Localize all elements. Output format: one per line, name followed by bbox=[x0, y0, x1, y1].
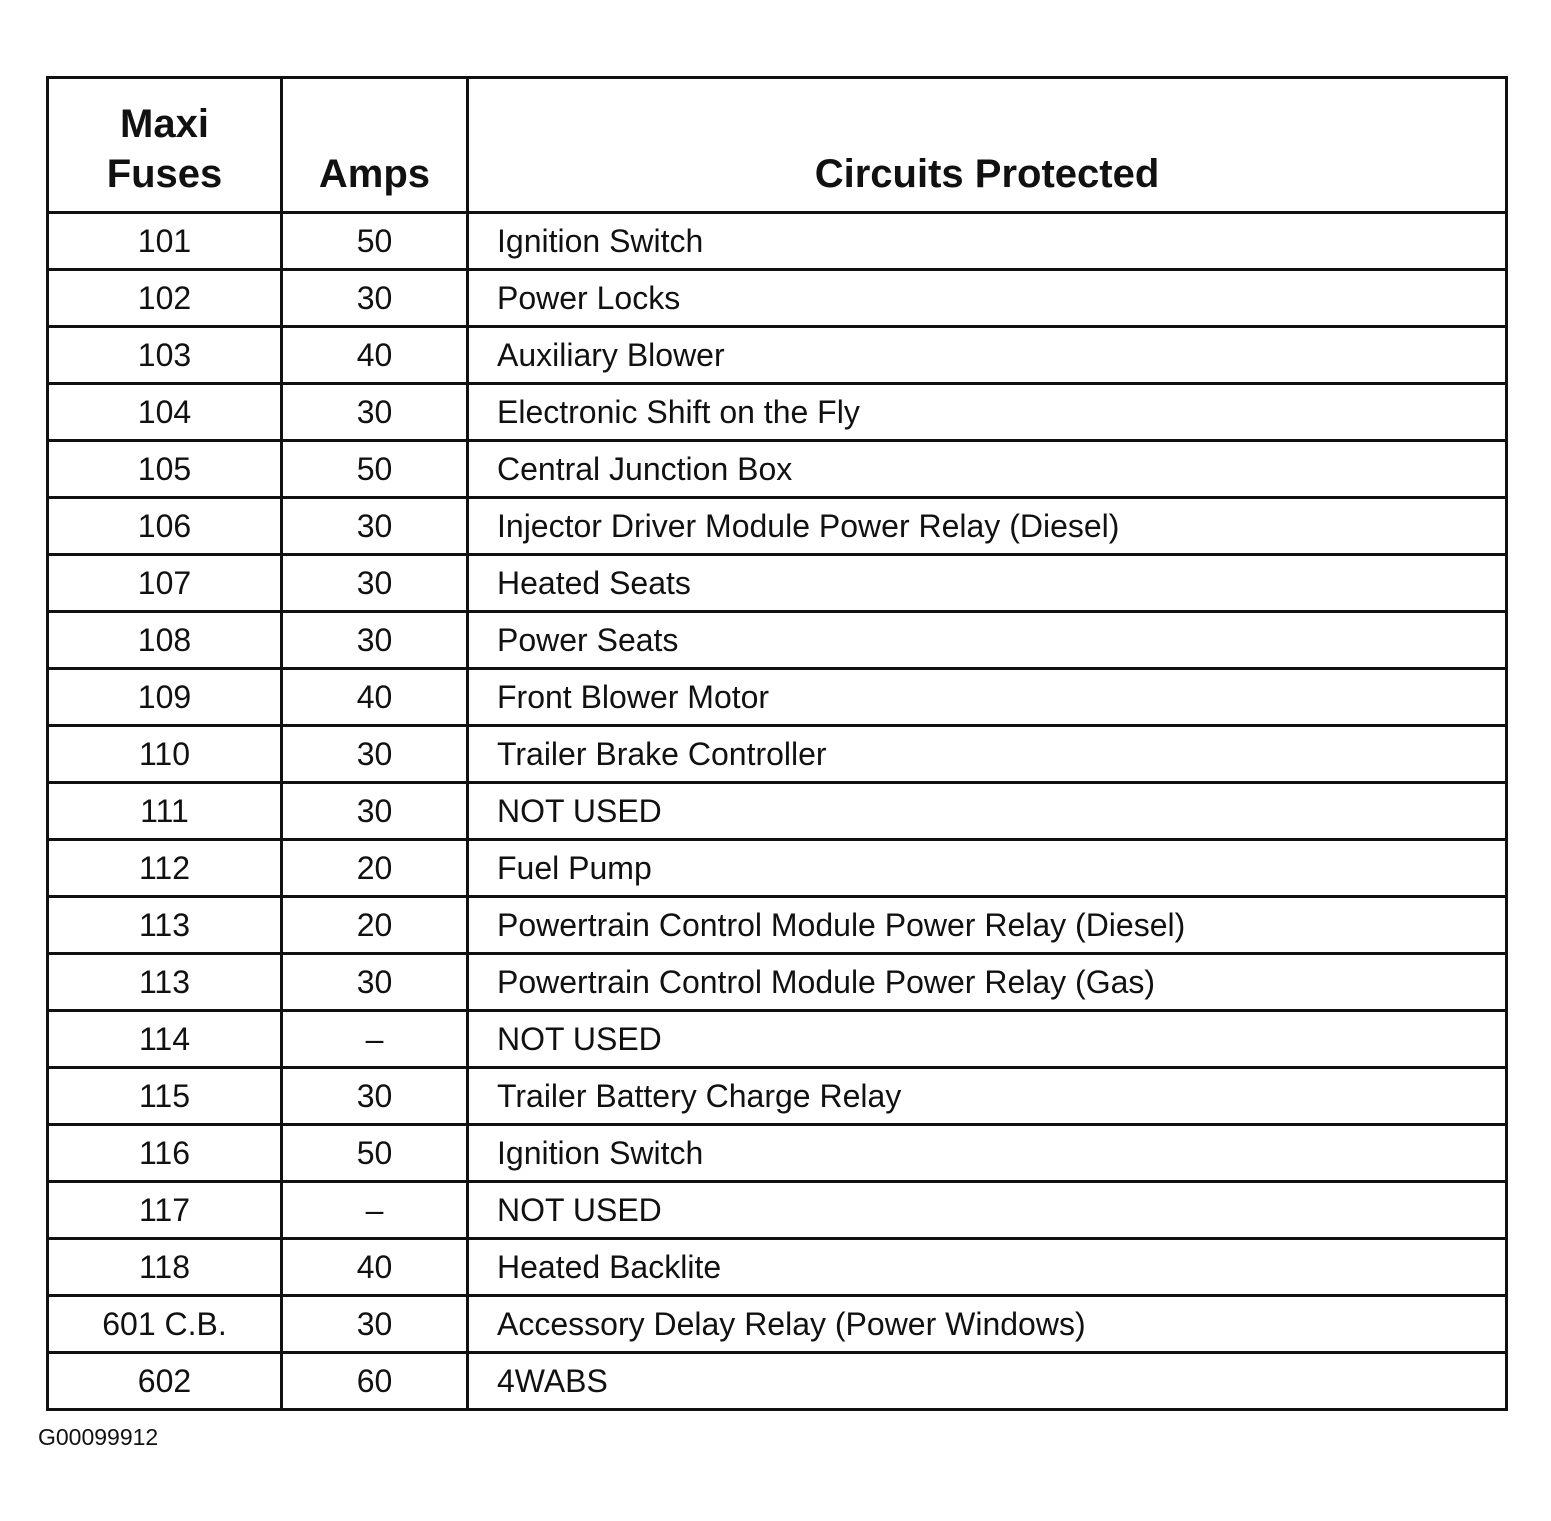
table-header bbox=[48, 78, 1507, 213]
fuse-number-cell: 115 bbox=[48, 1068, 282, 1125]
amps-cell: 20 bbox=[282, 840, 468, 897]
table-row bbox=[48, 327, 1507, 384]
circuit-cell: Auxiliary Blower bbox=[468, 327, 1507, 384]
circuit-cell: Ignition Switch bbox=[468, 213, 1507, 270]
amps-cell: 60 bbox=[282, 1353, 468, 1410]
table-row bbox=[48, 213, 1507, 270]
table-row bbox=[48, 1296, 1507, 1353]
amps-cell: 30 bbox=[282, 612, 468, 669]
figure-id: G00099912 bbox=[38, 1424, 159, 1450]
fuse-number-cell: 112 bbox=[48, 840, 282, 897]
table-row bbox=[48, 441, 1507, 498]
circuit-cell: Powertrain Control Module Power Relay (Gas) bbox=[468, 954, 1507, 1011]
circuit-cell: NOT USED bbox=[468, 1182, 1507, 1239]
table-row bbox=[48, 1011, 1507, 1068]
circuit-cell: Trailer Brake Controller bbox=[468, 726, 1507, 783]
circuit-cell: 4WABS bbox=[468, 1353, 1507, 1410]
table-row bbox=[48, 897, 1507, 954]
amps-cell: 30 bbox=[282, 726, 468, 783]
table-row bbox=[48, 612, 1507, 669]
fuse-number-cell: 105 bbox=[48, 441, 282, 498]
fuse-number-cell: 111 bbox=[48, 783, 282, 840]
amps-cell: – bbox=[282, 1182, 468, 1239]
fuse-number-cell: 116 bbox=[48, 1125, 282, 1182]
table-row bbox=[48, 783, 1507, 840]
circuit-cell: Trailer Battery Charge Relay bbox=[468, 1068, 1507, 1125]
table-row bbox=[48, 726, 1507, 783]
circuit-cell: Front Blower Motor bbox=[468, 669, 1507, 726]
circuit-cell: NOT USED bbox=[468, 783, 1507, 840]
circuit-cell: Power Seats bbox=[468, 612, 1507, 669]
fuse-number-cell: 101 bbox=[48, 213, 282, 270]
circuit-cell: Electronic Shift on the Fly bbox=[468, 384, 1507, 441]
table-row bbox=[48, 498, 1507, 555]
column-header-amps: Amps bbox=[282, 78, 468, 213]
table-row bbox=[48, 954, 1507, 1011]
amps-cell: 30 bbox=[282, 555, 468, 612]
amps-cell: 50 bbox=[282, 441, 468, 498]
table-row bbox=[48, 270, 1507, 327]
fuse-number-cell: 117 bbox=[48, 1182, 282, 1239]
amps-cell: 30 bbox=[282, 270, 468, 327]
fuse-number-cell: 110 bbox=[48, 726, 282, 783]
table-row bbox=[48, 840, 1507, 897]
circuit-cell: Ignition Switch bbox=[468, 1125, 1507, 1182]
table-row bbox=[48, 384, 1507, 441]
circuit-cell: NOT USED bbox=[468, 1011, 1507, 1068]
circuit-cell: Central Junction Box bbox=[468, 441, 1507, 498]
table-row bbox=[48, 1239, 1507, 1296]
circuit-cell: Power Locks bbox=[468, 270, 1507, 327]
table-row bbox=[48, 555, 1507, 612]
amps-cell: 30 bbox=[282, 384, 468, 441]
amps-cell: 20 bbox=[282, 897, 468, 954]
circuit-cell: Accessory Delay Relay (Power Windows) bbox=[468, 1296, 1507, 1353]
fuse-number-cell: 113 bbox=[48, 897, 282, 954]
circuit-cell: Fuel Pump bbox=[468, 840, 1507, 897]
table-body bbox=[48, 213, 1507, 1410]
fuse-number-cell: 118 bbox=[48, 1239, 282, 1296]
column-header-maxi-fuses bbox=[48, 78, 282, 213]
amps-cell: 40 bbox=[282, 669, 468, 726]
fuse-number-cell: 103 bbox=[48, 327, 282, 384]
fuse-number-cell: 106 bbox=[48, 498, 282, 555]
fuse-number-cell: 104 bbox=[48, 384, 282, 441]
fuse-number-cell: 109 bbox=[48, 669, 282, 726]
table-row bbox=[48, 1068, 1507, 1125]
table-row bbox=[48, 1353, 1507, 1410]
table-row bbox=[48, 1125, 1507, 1182]
amps-cell: 30 bbox=[282, 954, 468, 1011]
table-row bbox=[48, 1182, 1507, 1239]
fuse-number-cell: 102 bbox=[48, 270, 282, 327]
circuit-cell: Injector Driver Module Power Relay (Diesel) bbox=[468, 498, 1507, 555]
fuse-number-cell: 113 bbox=[48, 954, 282, 1011]
maxi-fuse-table bbox=[46, 76, 1508, 1411]
column-header-maxi-fuses-line1: Maxi bbox=[120, 102, 209, 146]
amps-cell: 50 bbox=[282, 1125, 468, 1182]
amps-cell: 30 bbox=[282, 498, 468, 555]
amps-cell: 50 bbox=[282, 213, 468, 270]
amps-cell: 30 bbox=[282, 1296, 468, 1353]
circuit-cell: Heated Seats bbox=[468, 555, 1507, 612]
fuse-number-cell: 601 C.B. bbox=[48, 1296, 282, 1353]
circuit-cell: Heated Backlite bbox=[468, 1239, 1507, 1296]
amps-cell: 40 bbox=[282, 1239, 468, 1296]
fuse-number-cell: 602 bbox=[48, 1353, 282, 1410]
amps-cell: 30 bbox=[282, 783, 468, 840]
amps-cell: – bbox=[282, 1011, 468, 1068]
fuse-number-cell: 114 bbox=[48, 1011, 282, 1068]
fuse-number-cell: 108 bbox=[48, 612, 282, 669]
column-header-circuits-protected: Circuits Protected bbox=[468, 78, 1507, 213]
fuse-number-cell: 107 bbox=[48, 555, 282, 612]
table-row bbox=[48, 669, 1507, 726]
header-row bbox=[48, 78, 1507, 213]
amps-cell: 40 bbox=[282, 327, 468, 384]
column-header-maxi-fuses-line2: Fuses bbox=[106, 152, 223, 196]
amps-cell: 30 bbox=[282, 1068, 468, 1125]
circuit-cell: Powertrain Control Module Power Relay (Diesel) bbox=[468, 897, 1507, 954]
